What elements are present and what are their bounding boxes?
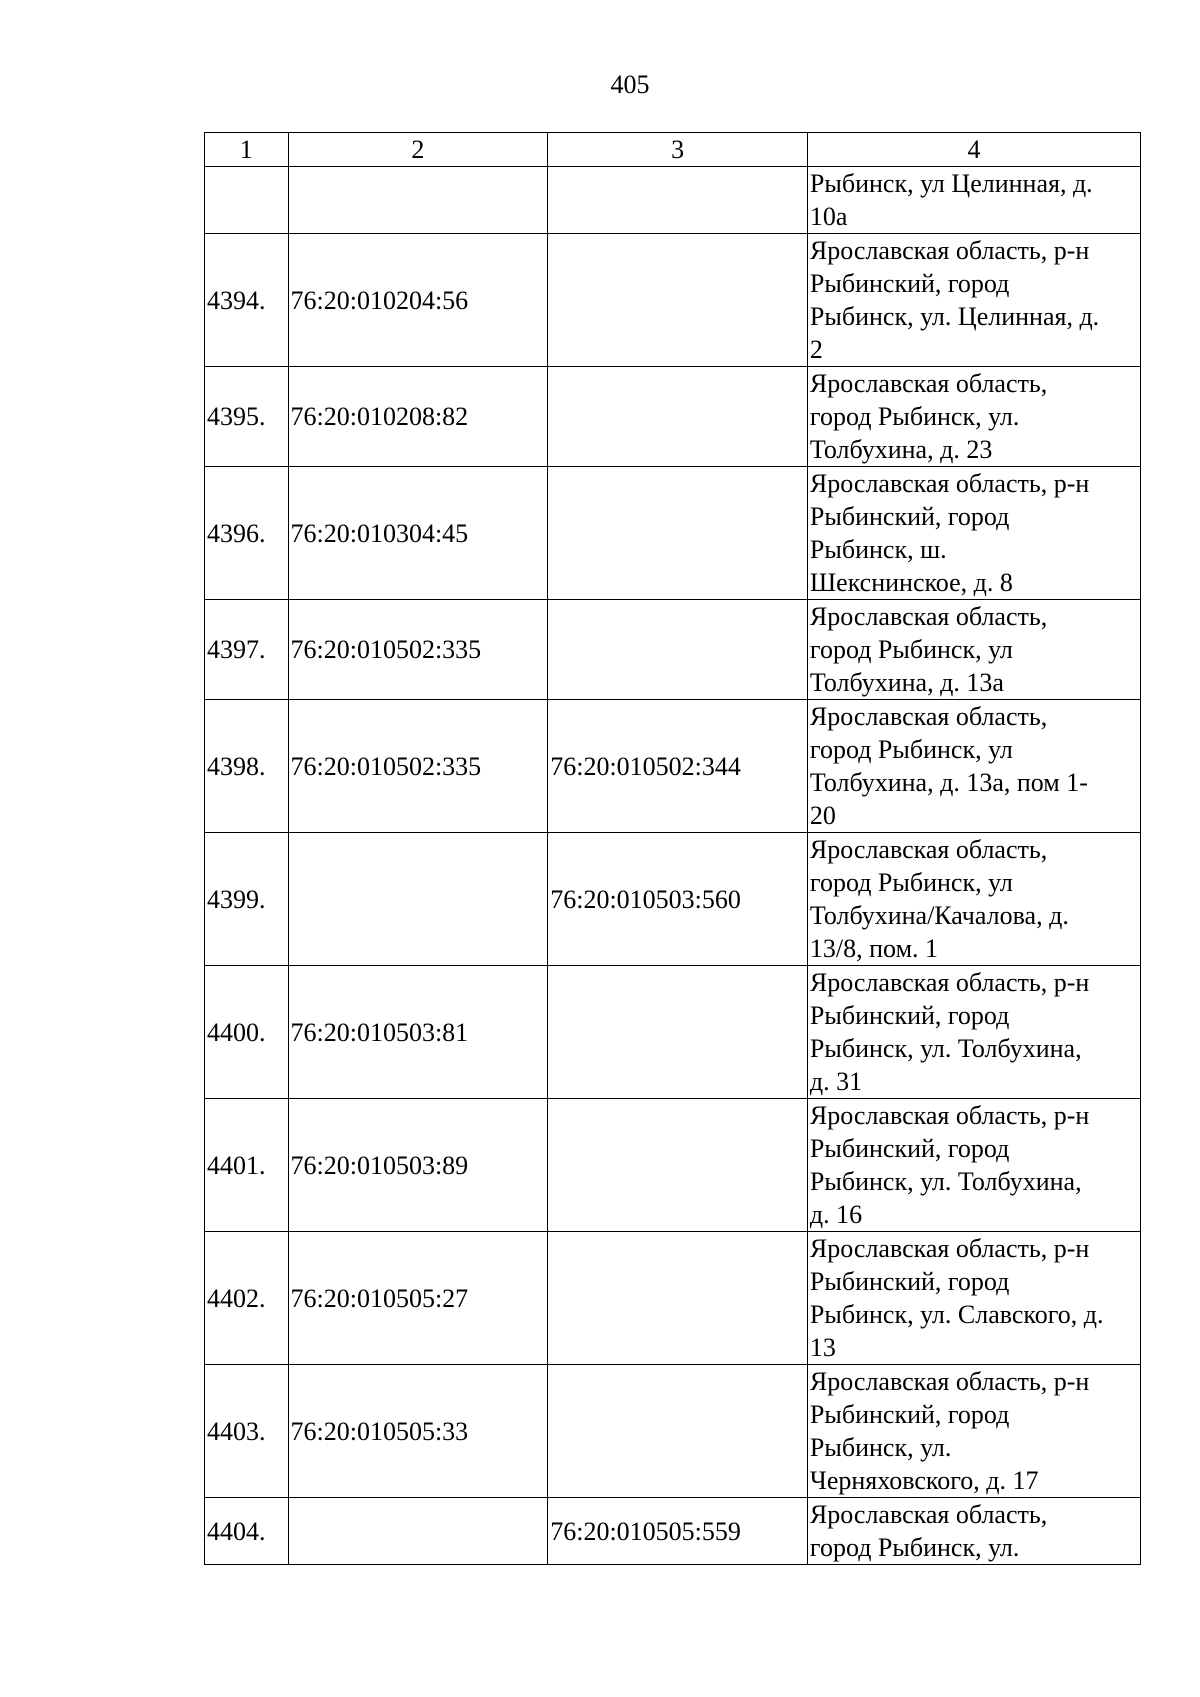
address-line: 13 — [809, 1333, 836, 1362]
address-line: город Рыбинск, ул. — [809, 402, 1020, 431]
address-line: Ярославская область, р-н — [809, 1101, 1090, 1130]
address-line: город Рыбинск, ул — [809, 735, 1013, 764]
cadastral-number-cell: 76:20:010502:335 — [288, 700, 548, 833]
header-cell-3: 3 — [548, 133, 808, 167]
table-row — [205, 1099, 1141, 1232]
header-cell-4: 4 — [807, 133, 1140, 167]
cadastral-number-cell: 76:20:010503:81 — [288, 966, 548, 1099]
row-number-cell: 4396. — [205, 467, 289, 600]
table-row — [205, 1365, 1141, 1498]
cadastral-number-cell — [288, 833, 548, 966]
address-line: Рыбинск, ул. Толбухина, — [809, 1167, 1082, 1196]
cadastral-number-cell — [288, 167, 548, 234]
row-number-cell: 4394. — [205, 234, 289, 367]
header-cell-1: 1 — [205, 133, 289, 167]
address-line: Рыбинск, ул. Толбухина, — [809, 1034, 1082, 1063]
cadastral-number-cell: 76:20:010505:27 — [288, 1232, 548, 1365]
address-cell — [807, 1498, 1140, 1565]
address-line: Черняховского, д. 17 — [809, 1466, 1039, 1495]
object-number-cell — [548, 467, 808, 600]
table-row — [205, 1232, 1141, 1365]
object-number-cell — [548, 1232, 808, 1365]
address-line: 20 — [809, 801, 836, 830]
address-line: город Рыбинск, ул — [809, 635, 1013, 664]
address-cell — [807, 966, 1140, 1099]
table-row — [205, 833, 1141, 966]
address-cell — [807, 833, 1140, 966]
page-number: 405 — [610, 70, 650, 99]
address-line: Рыбинск, ш. — [809, 535, 947, 564]
address-line: Ярославская область, р-н — [809, 1367, 1090, 1396]
address-line: Рыбинск, ул. — [809, 1433, 952, 1462]
cadastral-number-cell — [288, 1498, 548, 1565]
table-row — [205, 367, 1141, 467]
address-line: д. 16 — [809, 1200, 863, 1229]
address-line: Рыбинский, город — [809, 1001, 1010, 1030]
address-cell — [807, 1099, 1140, 1232]
row-number-cell — [205, 167, 289, 234]
address-cell — [807, 1232, 1140, 1365]
address-line: Ярославская область, р-н — [809, 469, 1090, 498]
cadastral-number-cell: 76:20:010502:335 — [288, 600, 548, 700]
object-number-cell — [548, 1365, 808, 1498]
address-line: Рыбинск, ул. Славского, д. — [809, 1300, 1104, 1329]
address-line: город Рыбинск, ул — [809, 868, 1013, 897]
address-cell — [807, 167, 1140, 234]
header-cell-2: 2 — [288, 133, 548, 167]
address-line: Рыбинский, город — [809, 1267, 1010, 1296]
object-number-cell: 76:20:010503:560 — [548, 833, 808, 966]
object-number-cell: 76:20:010502:344 — [548, 700, 808, 833]
address-line: д. 31 — [809, 1067, 863, 1096]
cadastral-number-cell: 76:20:010503:89 — [288, 1099, 548, 1232]
table-row — [205, 467, 1141, 600]
table-header — [205, 133, 1141, 167]
address-line: Рыбинский, город — [809, 1400, 1010, 1429]
address-line: город Рыбинск, ул. — [809, 1533, 1020, 1562]
address-line: Рыбинск, ул Целинная, д. — [809, 169, 1093, 198]
address-line: Рыбинск, ул. Целинная, д. — [809, 302, 1100, 331]
address-line: Рыбинский, город — [809, 502, 1010, 531]
address-line: Рыбинский, город — [809, 269, 1010, 298]
object-number-cell — [548, 167, 808, 234]
object-number-cell: 76:20:010505:559 — [548, 1498, 808, 1565]
address-line: Толбухина, д. 23 — [809, 435, 993, 464]
address-line: Толбухина, д. 13а — [809, 668, 1004, 697]
address-line: Толбухина/Качалова, д. — [809, 901, 1069, 930]
row-number-cell: 4401. — [205, 1099, 289, 1232]
address-cell — [807, 1365, 1140, 1498]
row-number-cell: 4395. — [205, 367, 289, 467]
address-line: 10а — [809, 202, 848, 231]
address-cell — [807, 367, 1140, 467]
table-row — [205, 600, 1141, 700]
address-line: Толбухина, д. 13а, пом 1- — [809, 768, 1088, 797]
address-line: 2 — [809, 335, 823, 364]
address-line: Ярославская область, — [809, 602, 1048, 631]
table-body — [205, 167, 1141, 1565]
address-line: Ярославская область, р-н — [809, 236, 1090, 265]
table-row — [205, 1498, 1141, 1565]
cadastral-number-cell: 76:20:010204:56 — [288, 234, 548, 367]
row-number-cell: 4400. — [205, 966, 289, 1099]
row-number-cell: 4397. — [205, 600, 289, 700]
address-cell — [807, 234, 1140, 367]
address-line: Рыбинский, город — [809, 1134, 1010, 1163]
address-line: 13/8, пом. 1 — [809, 934, 939, 963]
cadastral-number-cell: 76:20:010304:45 — [288, 467, 548, 600]
object-number-cell — [548, 966, 808, 1099]
object-number-cell — [548, 1099, 808, 1232]
table-row — [205, 234, 1141, 367]
cadastral-number-cell: 76:20:010208:82 — [288, 367, 548, 467]
address-line: Ярославская область, — [809, 369, 1048, 398]
address-line: Ярославская область, р-н — [809, 1234, 1090, 1263]
address-line: Ярославская область, — [809, 1500, 1048, 1529]
table-row — [205, 966, 1141, 1099]
address-line: Ярославская область, — [809, 702, 1048, 731]
object-number-cell — [548, 367, 808, 467]
address-cell — [807, 467, 1140, 600]
object-number-cell — [548, 234, 808, 367]
address-cell — [807, 600, 1140, 700]
header-row — [205, 133, 1141, 167]
address-line: Шекснинское, д. 8 — [809, 568, 1013, 597]
table-row — [205, 167, 1141, 234]
row-number-cell: 4399. — [205, 833, 289, 966]
object-number-cell — [548, 600, 808, 700]
address-line: Ярославская область, — [809, 835, 1048, 864]
table-row — [205, 700, 1141, 833]
row-number-cell: 4403. — [205, 1365, 289, 1498]
row-number-cell: 4398. — [205, 700, 289, 833]
row-number-cell: 4402. — [205, 1232, 289, 1365]
registry-table — [204, 132, 1141, 1565]
cadastral-number-cell: 76:20:010505:33 — [288, 1365, 548, 1498]
address-cell — [807, 700, 1140, 833]
address-line: Ярославская область, р-н — [809, 968, 1090, 997]
row-number-cell: 4404. — [205, 1498, 289, 1565]
